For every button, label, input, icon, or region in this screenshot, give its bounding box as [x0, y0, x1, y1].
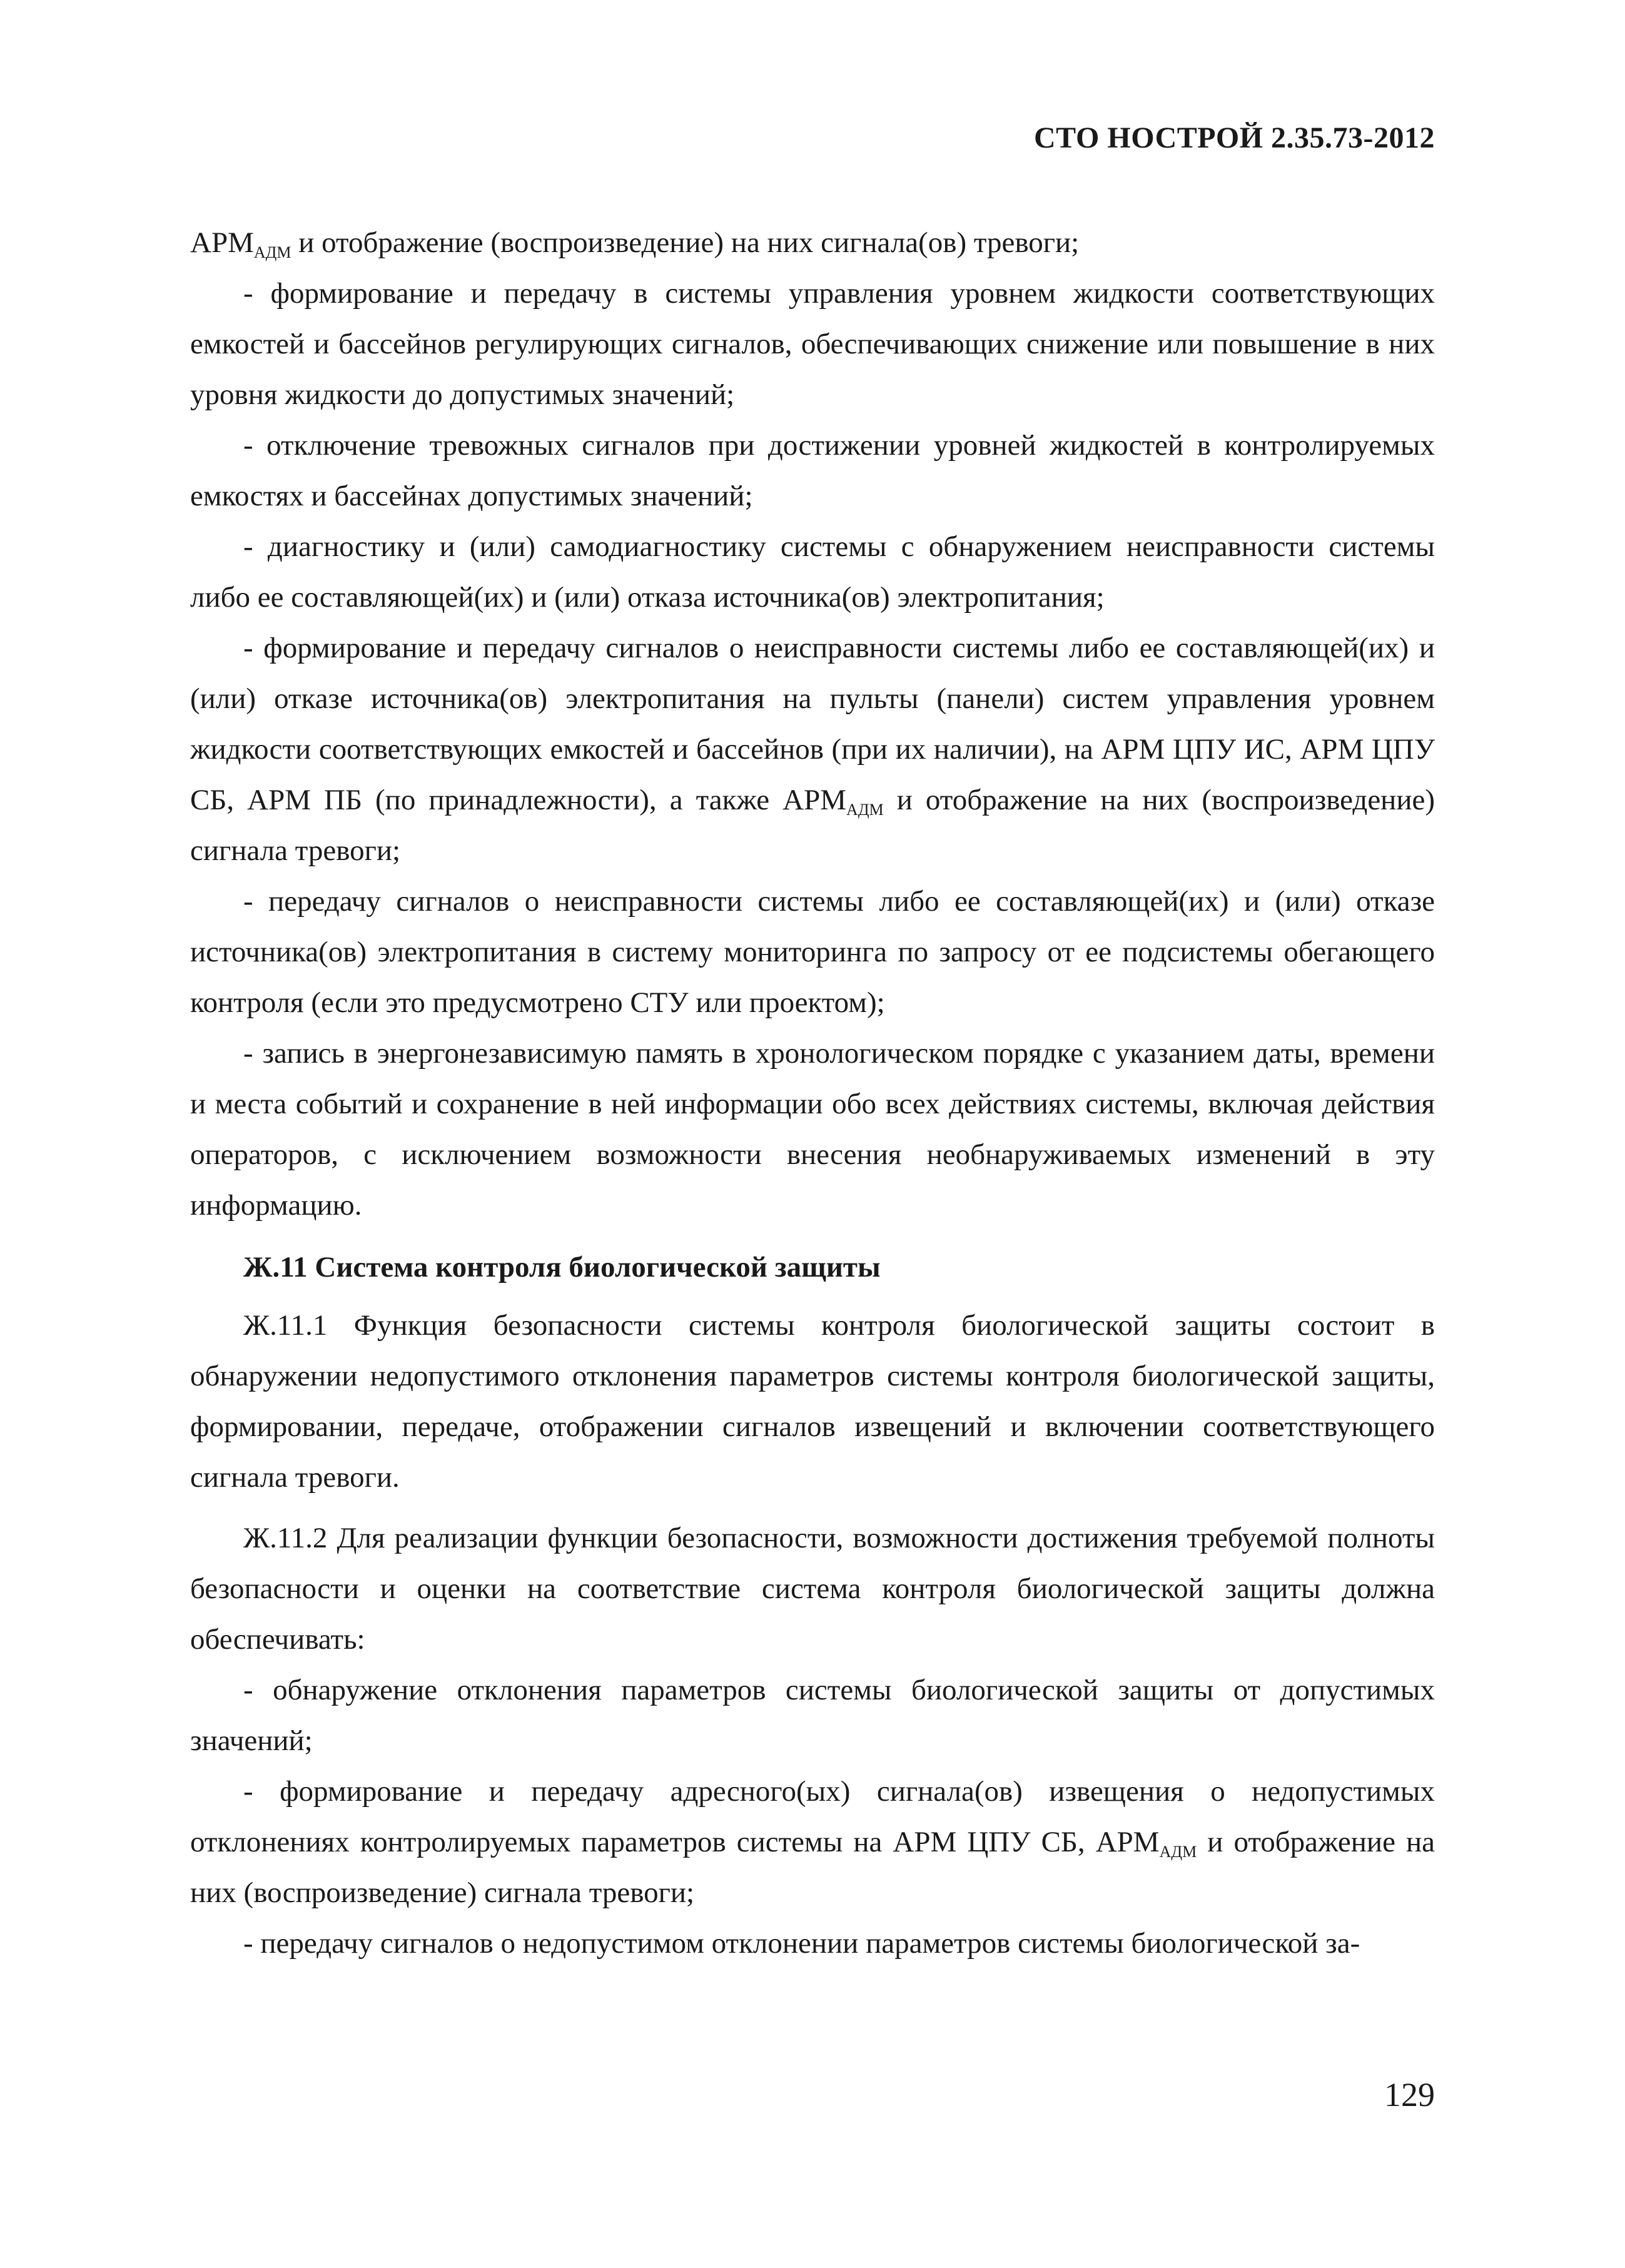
list-item: [190, 1766, 1435, 1918]
text-run: - формирование и передачу сигналов о неисправности системы либо ее составляющей(их) и (или) отказе источника(ов) электропитания на пульты (панели) систем управления уровнем жидкости соответствующих емкостей и бассейнов (при их наличии), на АРМ ЦПУ ИС, АРМ ЦПУ СБ, АРМ ПБ (по принадлежности), а также АРМ: [190, 632, 1435, 816]
list-item: - передачу сигналов о неисправности системы либо ее составляющей(их) и (или) отказе источника(ов) электропитания в систему мониторинга по запросу от ее подсистемы обегающего контроля (если это предусмотрено СТУ или проектом);: [190, 885, 1435, 1019]
document-body: [190, 218, 1435, 1969]
list-item: - диагностику и (или) самодиагностику системы с обнаружением неисправности системы либо ее составляющей(их) и (или) отказа источника(ов) электропитания;: [190, 530, 1435, 614]
text-run: и отображение (воспроизведение) на них сигнала(ов) тревоги;: [291, 226, 1080, 259]
text-run: АРМ: [190, 226, 254, 259]
paragraph: Ж.11.2 Для реализации функции безопасности, возможности достижения требуемой полноты безопасности и оценки на соответствие система контроля биологической защиты должна обеспечивать:: [190, 1522, 1435, 1656]
list-item: - обнаружение отклонения параметров системы биологической защиты от допустимых значений;: [190, 1674, 1435, 1757]
subscript: АДМ: [1159, 1843, 1197, 1861]
list-item: [190, 623, 1435, 876]
list-item: - формирование и передачу в системы управления уровнем жидкости соответствующих емкостей и бассейнов регулирующих сигналов, обеспечивающих снижение или повышение в них уровня жидкости до допустимых значений;: [190, 277, 1435, 411]
text-run: - формирование и передачу адресного(ых) сигнала(ов) извещения о недопустимых отклонениях контролируемых параметров системы на АРМ ЦПУ СБ, АРМ: [190, 1775, 1435, 1858]
paragraph: Ж.11.1 Функция безопасности системы контроля биологической защиты состоит в обнаружении недопустимого отклонения параметров системы контроля биологической защиты, формировании, передаче, отображении сигналов извещений и включении соответствующего сигнала тревоги.: [190, 1309, 1435, 1494]
section-heading: Ж.11 Система контроля биологической защиты: [243, 1251, 881, 1283]
text-run: и отображение на них (воспроизведение) сигнала тревоги;: [190, 784, 1435, 867]
subscript: АДМ: [846, 801, 884, 819]
document-code-header: СТО НОСТРОЙ 2.35.73-2012: [1033, 121, 1435, 154]
list-item: - запись в энергонезависимую память в хронологическом порядке с указанием даты, времени и места событий и сохранение в ней информации обо всех действиях системы, включая действия операторов, с исключением возможности внесения необнаруживаемых изменений в эту информацию.: [190, 1037, 1435, 1222]
paragraph-continuation: [190, 218, 1435, 268]
list-item: - передачу сигналов о недопустимом отклонении параметров системы биологической за-: [243, 1927, 1360, 1960]
list-item: - отключение тревожных сигналов при достижении уровней жидкостей в контролируемых емкостях и бассейнах допустимых значений;: [190, 429, 1435, 512]
subscript: АДМ: [253, 243, 291, 261]
page-number: 129: [1384, 2076, 1435, 2114]
text-run: и отображение на них (воспроизведение) сигнала тревоги;: [190, 1826, 1435, 1909]
